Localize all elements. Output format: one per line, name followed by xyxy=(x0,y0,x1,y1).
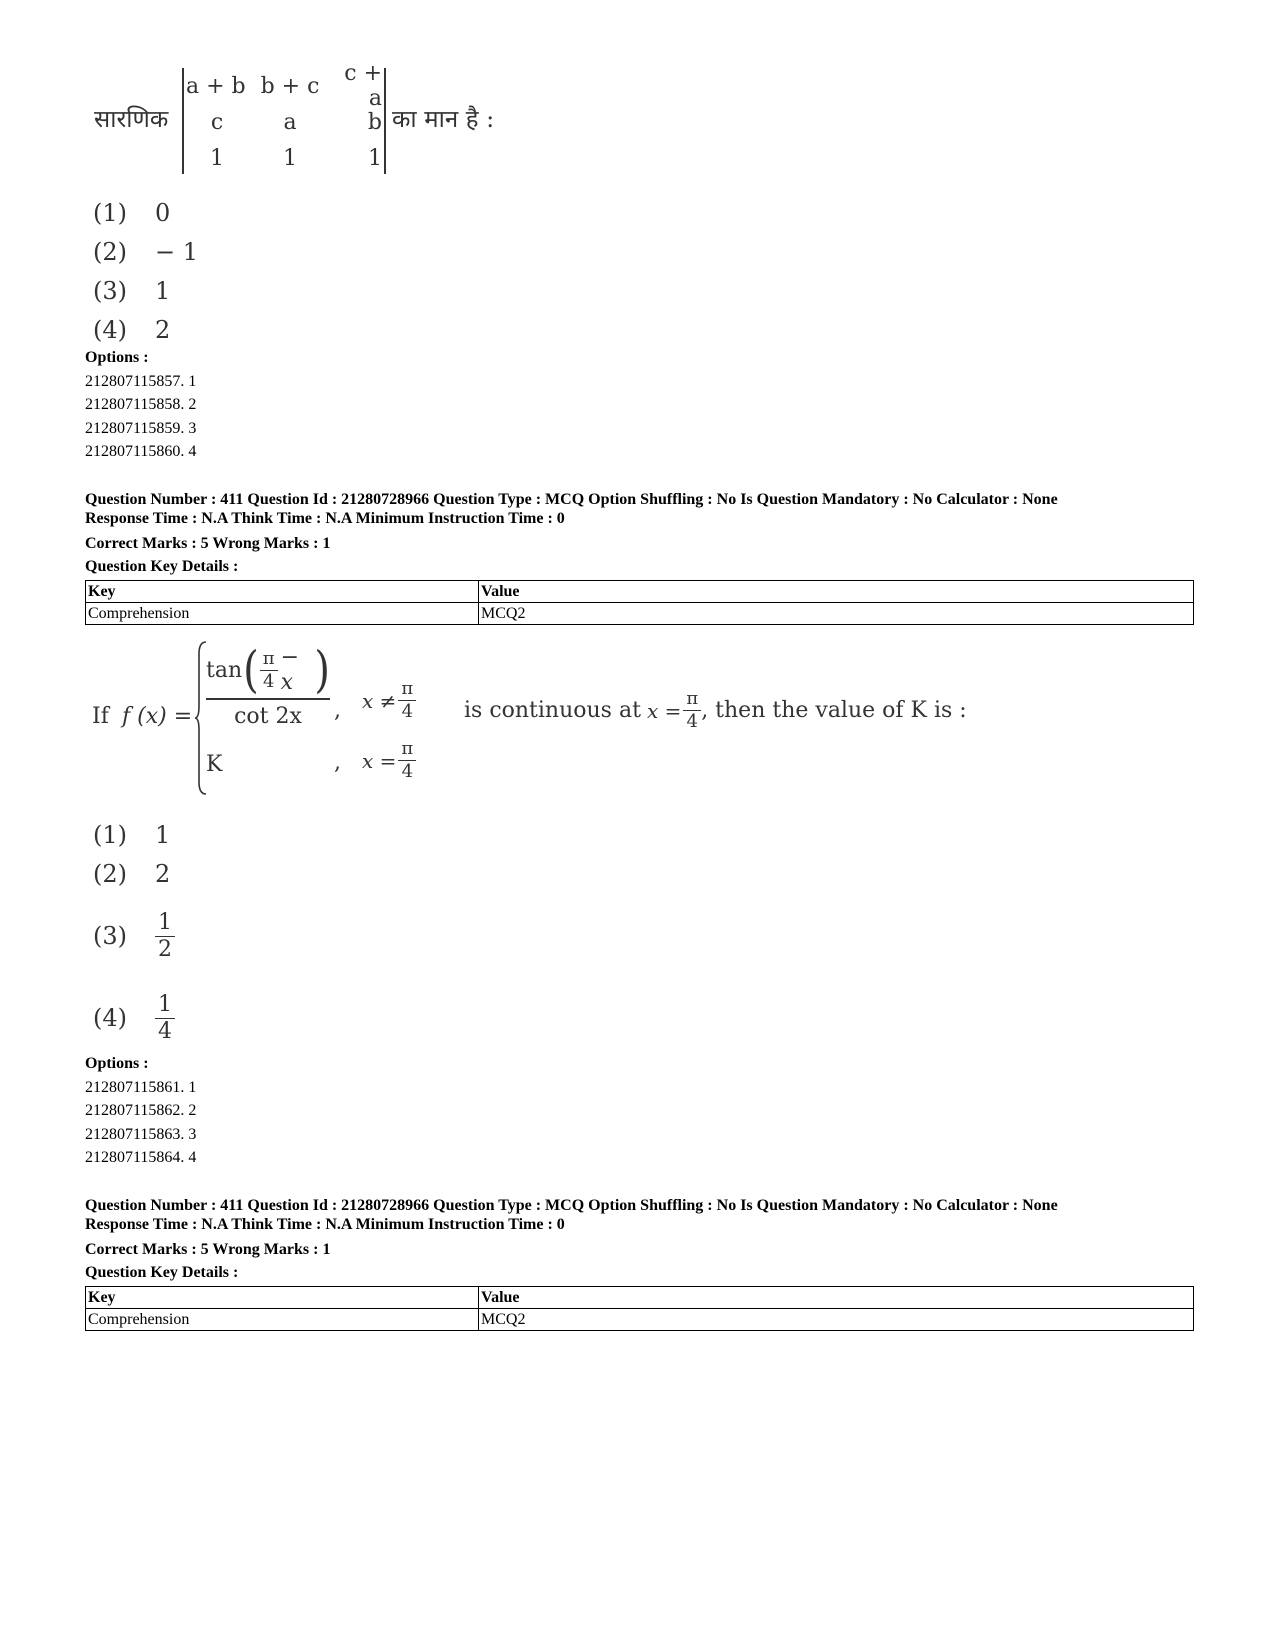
option-item: 212807115864. 4 xyxy=(85,1149,197,1166)
denominator-four: 4 xyxy=(262,670,275,692)
question-image-determinant xyxy=(88,62,528,182)
choice-value: 1 xyxy=(155,276,171,305)
determinant-bar-right xyxy=(384,68,386,174)
table-cell-key: Comprehension xyxy=(86,603,479,625)
table-cell-value: MCQ2 xyxy=(479,603,1194,625)
pi-over-4-cont xyxy=(683,690,701,731)
determinant-prefix: सारणिक xyxy=(94,105,169,133)
question-header-1 xyxy=(85,490,1058,578)
question-key-details-label: Question Key Details : xyxy=(85,1264,239,1281)
case-2-condition xyxy=(362,740,416,781)
matrix-cell: 1 xyxy=(210,145,224,171)
matrix-cell: a + b xyxy=(186,73,246,99)
choice-value: 2 xyxy=(155,315,171,344)
matrix-cell: b + c xyxy=(260,73,320,99)
pi-symbol: π xyxy=(683,690,701,711)
options-label: Options : xyxy=(85,1055,149,1072)
choice-number: (3) xyxy=(93,276,127,305)
table-cell-key: Comprehension xyxy=(86,1309,479,1331)
choice-number: (1) xyxy=(93,198,127,227)
option-item: 212807115859. 3 xyxy=(85,419,197,437)
option-item: 212807115863. 3 xyxy=(85,1125,197,1143)
choice-value: 2 xyxy=(155,859,171,888)
option-item: 212807115858. 2 xyxy=(85,396,197,413)
choice-value: 1 xyxy=(155,820,171,849)
then-text: , then the value of K is : xyxy=(701,698,967,723)
matrix-cell: 1 xyxy=(368,145,382,171)
matrix-cell: c xyxy=(210,109,224,135)
fraction-numerator xyxy=(206,642,330,698)
matrix-cell: b xyxy=(367,109,382,135)
continuity-statement xyxy=(464,690,967,731)
pi-over-4 xyxy=(260,647,278,692)
fraction-denominator: 2 xyxy=(158,936,172,962)
case-1-condition xyxy=(362,680,416,721)
choice-number: (1) xyxy=(93,820,127,849)
question-key-details-label: Question Key Details : xyxy=(85,558,239,575)
paren-open: ( xyxy=(243,641,259,699)
choice-number: (3) xyxy=(93,922,127,950)
determinant-matrix xyxy=(186,61,382,176)
choice-number: (4) xyxy=(93,315,127,344)
key-value-table-1 xyxy=(85,580,1194,625)
question-timing-line: Response Time : N.A Think Time : N.A Minimum Instruction Time : 0 xyxy=(85,510,565,527)
fraction-bar xyxy=(206,698,330,700)
if-text: If xyxy=(92,704,109,729)
choice-number: (4) xyxy=(93,1004,127,1032)
key-value-table-2 xyxy=(85,1286,1194,1331)
neq-text: x ≠ xyxy=(362,688,397,713)
table-header-value: Value xyxy=(479,1287,1194,1309)
question-image-choices-2 xyxy=(93,815,175,1044)
question-marks: Correct Marks : 5 Wrong Marks : 1 xyxy=(85,1241,331,1258)
matrix-cell: c + a xyxy=(344,61,382,111)
tan-text: tan xyxy=(206,657,243,683)
matrix-cell: 1 xyxy=(283,145,297,171)
choice-number: (2) xyxy=(93,859,127,888)
question-image-piecewise xyxy=(90,636,990,801)
fraction-numerator: 1 xyxy=(155,994,175,1019)
question-meta-line: Question Number : 411 Question Id : 21280728966 Question Type : MCQ Option Shuffling : No Is Question Mandatory : No Calculator : None xyxy=(85,491,1058,508)
case-2-comma: , xyxy=(334,750,341,775)
denominator-four: 4 xyxy=(401,701,414,722)
option-item: 212807115860. 4 xyxy=(85,443,197,460)
options-section-2 xyxy=(85,1052,196,1170)
question-timing-line: Response Time : N.A Think Time : N.A Minimum Instruction Time : 0 xyxy=(85,1216,565,1233)
case-1-fraction xyxy=(206,642,330,729)
choice-fraction xyxy=(155,991,175,1044)
question-meta-line: Question Number : 411 Question Id : 21280728966 Question Type : MCQ Option Shuffling : No Is Question Mandatory : No Calculator : None xyxy=(85,1197,1058,1214)
pi-symbol: π xyxy=(398,740,416,761)
table-cell-value: MCQ2 xyxy=(479,1309,1194,1331)
question-header-2 xyxy=(85,1196,1058,1284)
table-header-key: Key xyxy=(86,581,479,603)
eq-text: x = xyxy=(362,748,397,773)
pi-symbol: π xyxy=(398,680,416,701)
pi-over-4-cond1 xyxy=(398,680,416,721)
constant-K: K xyxy=(206,752,223,777)
eq-text: x = xyxy=(646,698,682,723)
choice-fraction xyxy=(155,909,175,962)
pi-over-4-cond2 xyxy=(398,740,416,781)
table-header-key: Key xyxy=(86,1287,479,1309)
determinant-bar-left xyxy=(182,68,184,174)
fraction-numerator: 1 xyxy=(155,912,175,937)
option-item: 212807115861. 1 xyxy=(85,1078,197,1096)
denominator-four: 4 xyxy=(401,761,414,782)
option-item: 212807115862. 2 xyxy=(85,1102,197,1119)
question-marks: Correct Marks : 5 Wrong Marks : 1 xyxy=(85,535,331,552)
question-image-choices-1 xyxy=(93,193,198,349)
choice-value: − 1 xyxy=(155,237,199,266)
choice-value: 0 xyxy=(155,198,171,227)
case-1-comma: , xyxy=(334,698,341,723)
choice-number: (2) xyxy=(93,237,127,266)
denominator-four: 4 xyxy=(686,711,698,732)
table-header-value: Value xyxy=(479,581,1194,603)
matrix-cell: a xyxy=(283,109,297,135)
paren-close: ) xyxy=(314,641,330,699)
pi-symbol: π xyxy=(260,650,278,671)
options-label: Options : xyxy=(85,349,149,366)
function-label: f (x) = xyxy=(122,704,193,729)
cot-text: cot 2x xyxy=(234,703,302,729)
determinant-suffix: का मान है : xyxy=(392,105,495,133)
continuous-text: is continuous at xyxy=(464,698,641,723)
options-section-1 xyxy=(85,346,196,464)
fraction-denominator: 4 xyxy=(158,1018,172,1044)
minus-x: − x xyxy=(280,645,300,695)
option-item: 212807115857. 1 xyxy=(85,372,197,390)
